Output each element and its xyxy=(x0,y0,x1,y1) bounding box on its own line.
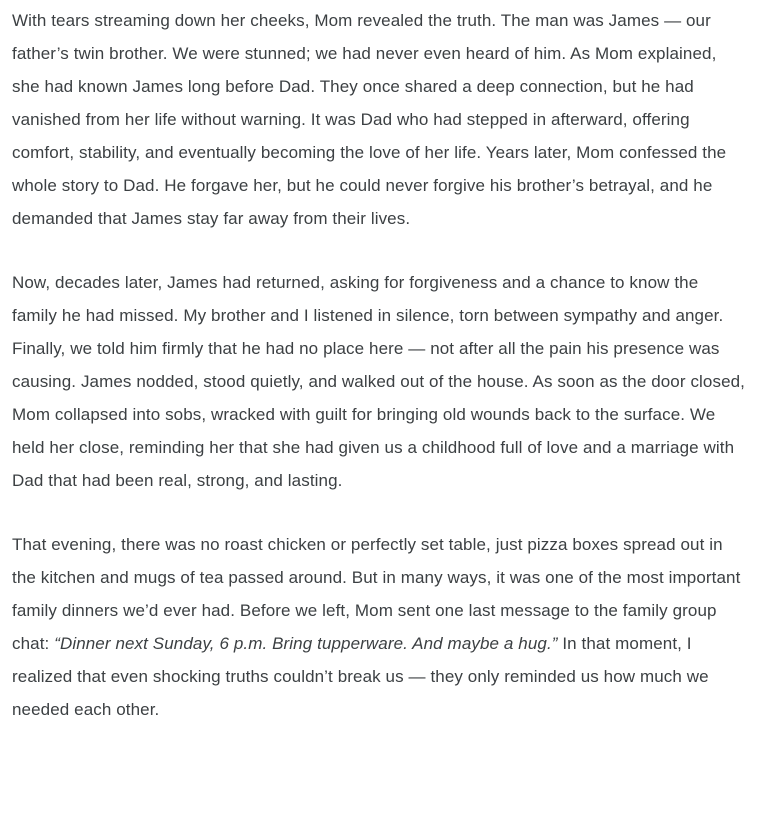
paragraph-text: Now, decades later, James had returned, asking for forgiveness and a chance to know the family he had missed. My brother and I listened in silence, torn between sympathy and anger. Finally, we told him firmly that he had no place here — not after all the pain his presence was causing. James nodded, stood quietly, and walked out of the house. As soon as the door closed, Mom collapsed into sobs, wracked with guilt for bringing old wounds back to the surface. We held her close, reminding her that she had given us a childhood full of love and a marriage with Dad that had been real, strong, and lasting. xyxy=(12,273,746,490)
paragraph-text: That evening, there was no roast chicken or perfectly set table, just pizza boxes spread out in the kitchen and mugs of tea passed around. But in many ways, it was one of the most important family dinners we’d ever had. Before we left, Mom sent one last message to the family group chat: xyxy=(12,535,741,653)
paragraph-text: With tears streaming down her cheeks, Mom revealed the truth. The man was James — our father’s twin brother. We were stunned; we had never even heard of him. As Mom explained, she had known James long before Dad. They once shared a deep connection, but he had vanished from her life without warning. It was Dad who had stepped in afterward, offering comfort, stability, and eventually becoming the love of her life. Years later, Mom confessed the whole story to Dad. He forgave her, but he could never forgive his brother’s betrayal, and he demanded that James stay far away from their lives. xyxy=(12,11,727,228)
story-paragraph-1 xyxy=(12,4,746,235)
paragraph-text: In that moment, I realized that even shocking truths couldn’t break us — they only reminded us how much we needed each other. xyxy=(12,634,709,719)
story-article xyxy=(12,4,746,726)
story-paragraph-3 xyxy=(12,528,746,726)
story-paragraph-2 xyxy=(12,266,746,497)
quoted-message-text: “Dinner next Sunday, 6 p.m. Bring tupperware. And maybe a hug.” xyxy=(54,634,558,653)
